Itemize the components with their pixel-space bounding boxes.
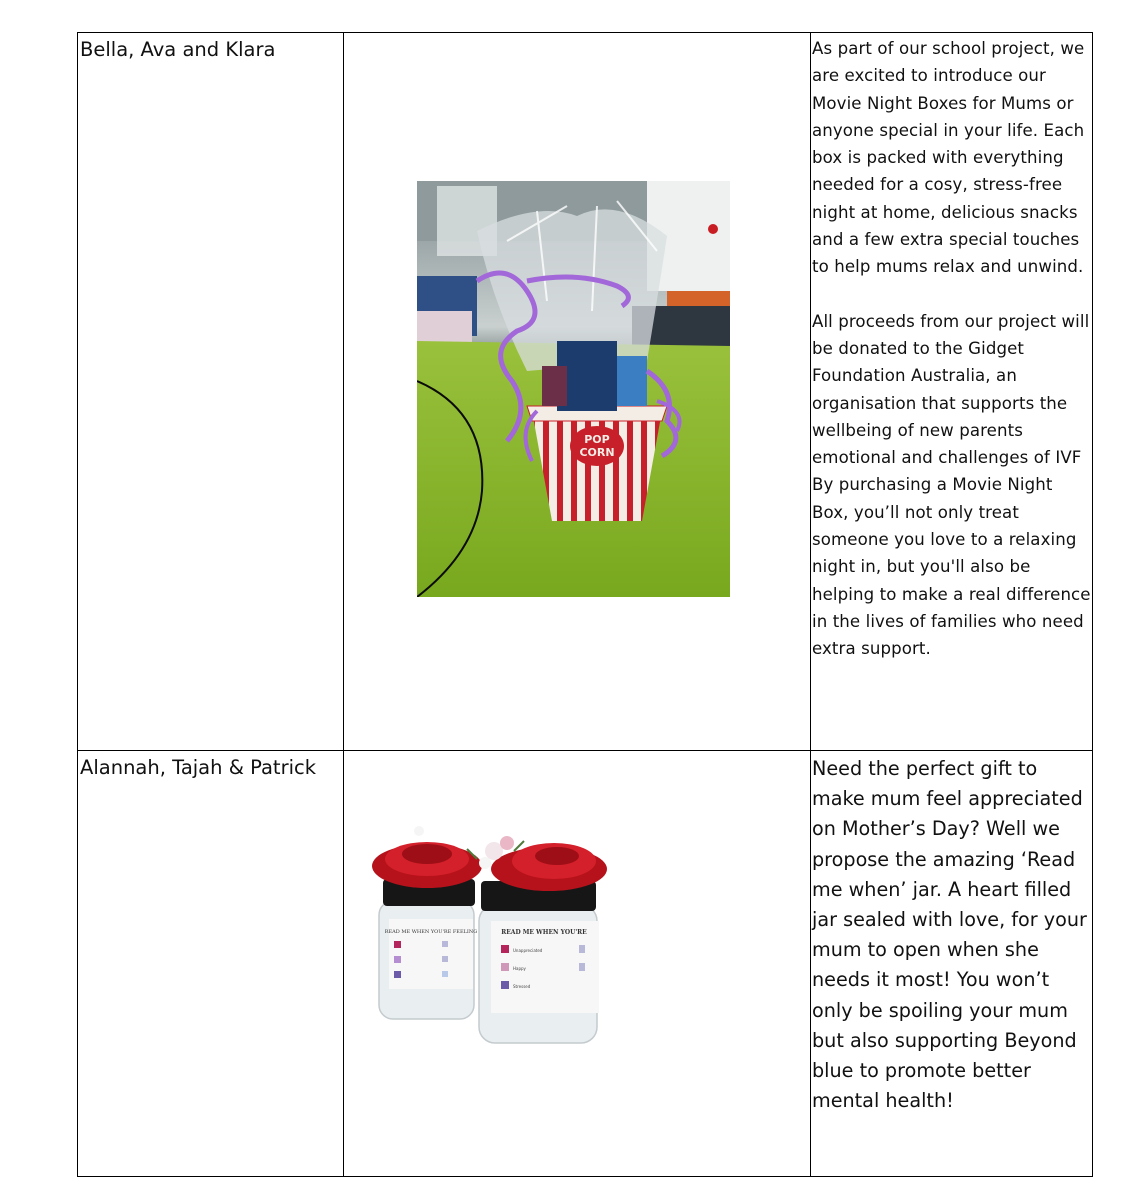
names-cell [78, 33, 344, 751]
jar-item: Unappreciated [513, 948, 543, 953]
popcorn-label: POP [584, 433, 610, 446]
description-paragraph: All proceeds from our project will be donated to the Gidget Foundation Australia, an organisation that supports the wellbeing of new parents emotional and challenges of IVF By purchasing a Movie Night Box, you’ll not only treat someone you love to a relaxing night in, but you'll also be helping to make a real difference in the lives of families who need extra support. [812, 311, 1091, 659]
movie-night-box-photo [417, 181, 730, 597]
photo-cell [344, 33, 811, 751]
table-row [78, 33, 1093, 751]
jar-label-right: READ ME WHEN YOU'RE [501, 929, 587, 936]
table-row [78, 751, 1093, 1177]
description-cell [811, 33, 1093, 751]
photo-cell [344, 751, 811, 1177]
description-paragraph: Need the perfect gift to make mum feel appreciated on Mother’s Day? Well we propose the amazing ‘Read me when’ jar. A heart filled jar sealed with love, for your mum to open when she needs it most! You won’t only be spoiling your mum but also supporting Beyond blue to promote better mental health! [812, 757, 1087, 1113]
read-me-when-jars-photo [369, 821, 611, 1051]
jar-item: Happy [513, 966, 526, 971]
jar-label-left: READ ME WHEN YOU'RE FEELING [384, 929, 478, 935]
jar-item: Stressed [513, 984, 531, 989]
description-paragraph: As part of our school project, we are excited to introduce our Movie Night Boxes for Mums or anyone special in your life. Each box is packed with everything needed for a cosy, stress-free night at home, delicious snacks and a few extra special touches to help mums relax and unwind. [812, 39, 1085, 277]
popcorn-label-2: CORN [579, 446, 615, 459]
student-names: Bella, Ava and Klara [80, 38, 276, 61]
description [811, 751, 1092, 1116]
names-cell [78, 751, 344, 1177]
description [811, 33, 1092, 663]
student-names: Alannah, Tajah & Patrick [80, 756, 317, 779]
project-table [77, 32, 1093, 1177]
description-cell [811, 751, 1093, 1177]
